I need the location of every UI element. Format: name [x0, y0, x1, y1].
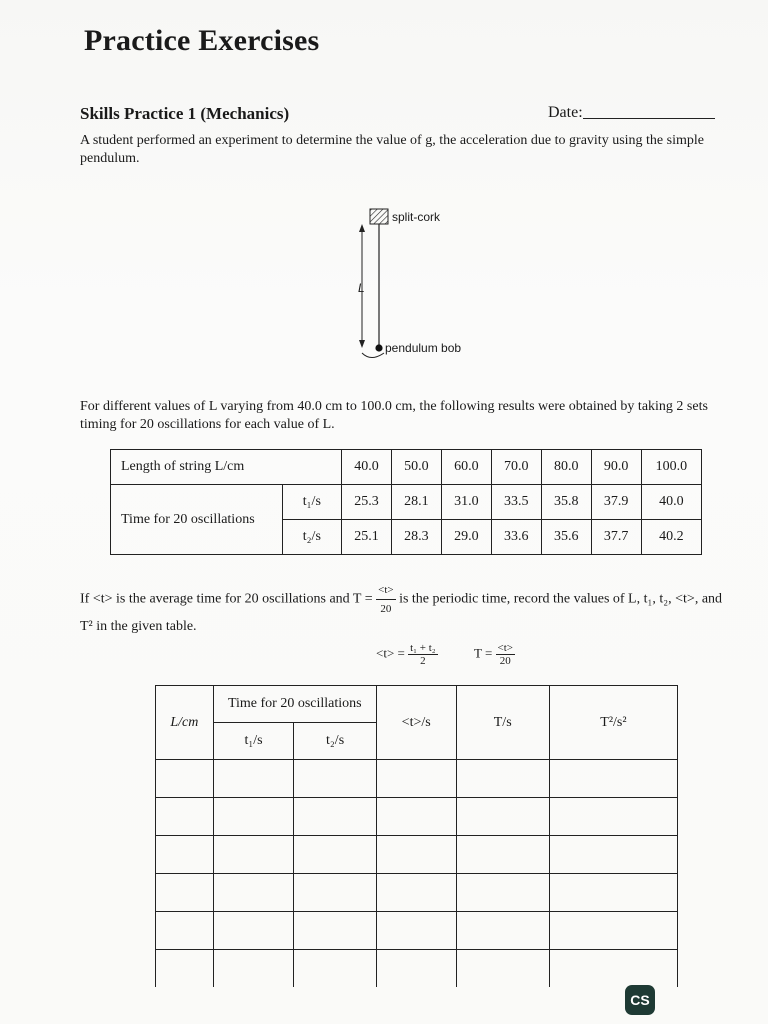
results-paragraph: For different values of L varying from 40.0 cm to 100.0 cm, the following results were obtained by taking 2 sets timing for 20 oscillations for each value of L.	[80, 399, 708, 432]
t1-label: t₁/s	[282, 485, 341, 520]
length-cell: 80.0	[541, 450, 591, 485]
inline-fraction-num: <t>	[376, 581, 395, 600]
date-line	[583, 118, 715, 119]
t1-row	[111, 485, 702, 520]
length-label: L	[358, 281, 365, 295]
date-label: Date:	[548, 104, 583, 121]
record-row	[156, 798, 678, 836]
record-cell[interactable]	[376, 874, 456, 912]
record-instructions	[80, 581, 725, 636]
average-formula	[376, 642, 438, 667]
record-cell[interactable]	[156, 798, 214, 836]
length-cell: 100.0	[641, 450, 701, 485]
record-cell[interactable]	[376, 912, 456, 950]
record-cell[interactable]	[156, 950, 214, 988]
record-cell[interactable]	[213, 912, 294, 950]
col-time-group-header: Time for 20 oscillations	[213, 686, 376, 723]
t1-cell: 40.0	[641, 485, 701, 520]
length-cell: 50.0	[391, 450, 441, 485]
record-cell[interactable]	[376, 760, 456, 798]
split-cork-shape	[370, 209, 388, 224]
t1-cell: 28.1	[391, 485, 441, 520]
col-L-header: L/cm	[156, 686, 214, 760]
record-cell[interactable]	[456, 912, 549, 950]
record-cell[interactable]	[156, 874, 214, 912]
average-fraction-num: t₁ + t₂	[410, 642, 436, 654]
t2-cell: 29.0	[441, 520, 491, 555]
record-cell[interactable]	[456, 798, 549, 836]
t2-cell: 33.6	[491, 520, 541, 555]
record-cell[interactable]	[156, 912, 214, 950]
t2-cell: 37.7	[591, 520, 641, 555]
cork-label: split-cork	[392, 210, 441, 224]
t2-label: t₂/s	[282, 520, 341, 555]
record-row	[156, 874, 678, 912]
record-cell[interactable]	[549, 760, 677, 798]
record-cell[interactable]	[456, 874, 549, 912]
average-fraction-den: 2	[420, 655, 426, 667]
record-cell[interactable]	[294, 760, 377, 798]
t1-cell: 37.9	[591, 485, 641, 520]
col-T2-header: T²/s²	[549, 686, 677, 760]
record-cell[interactable]	[294, 798, 377, 836]
record-cell[interactable]	[549, 912, 677, 950]
record-cell[interactable]	[156, 836, 214, 874]
inline-fraction-den: 20	[380, 603, 392, 615]
length-cell: 40.0	[342, 450, 392, 485]
t2-cell: 35.6	[541, 520, 591, 555]
period-fraction-den: 20	[499, 655, 511, 667]
record-cell[interactable]	[213, 836, 294, 874]
camscanner-logo-icon: CS	[625, 985, 655, 1015]
t1-cell: 35.8	[541, 485, 591, 520]
time-header: Time for 20 oscillations	[111, 485, 283, 555]
record-cell[interactable]	[213, 760, 294, 798]
results-table	[110, 449, 702, 555]
intro-paragraph: A student performed an experiment to determine the value of g, the acceleration due to gravity using the simple pendulum.	[80, 133, 704, 166]
t1-cell: 31.0	[441, 485, 491, 520]
record-row	[156, 950, 678, 988]
pendulum-bob	[375, 344, 382, 351]
record-row	[156, 760, 678, 798]
length-header: Length of string L/cm	[111, 450, 342, 485]
record-cell[interactable]	[549, 798, 677, 836]
record-cell[interactable]	[294, 874, 377, 912]
bob-label: pendulum bob	[385, 341, 462, 355]
col-T-header: T/s	[456, 686, 549, 760]
record-cell[interactable]	[376, 836, 456, 874]
t2-cell: 25.1	[342, 520, 392, 555]
length-cell: 60.0	[441, 450, 491, 485]
record-header-row-1	[156, 686, 678, 723]
record-cell[interactable]	[294, 836, 377, 874]
col-avg-header: <t>/s	[376, 686, 456, 760]
record-cell[interactable]	[213, 874, 294, 912]
length-row	[111, 450, 702, 485]
t2-cell: 40.2	[641, 520, 701, 555]
record-cell[interactable]	[456, 836, 549, 874]
record-cell[interactable]	[456, 760, 549, 798]
period-fraction	[496, 642, 515, 667]
inline-period-fraction	[376, 581, 395, 618]
pendulum-diagram	[340, 195, 500, 370]
record-cell[interactable]	[549, 836, 677, 874]
length-cell: 70.0	[491, 450, 541, 485]
record-table	[155, 685, 678, 987]
period-fraction-num: <t>	[497, 642, 514, 654]
record-cell[interactable]	[294, 912, 377, 950]
col-t2-header: t₂/s	[294, 723, 377, 760]
record-cell[interactable]	[294, 950, 377, 988]
t1-cell: 25.3	[342, 485, 392, 520]
record-cell[interactable]	[549, 950, 677, 988]
record-cell[interactable]	[376, 950, 456, 988]
col-t1-header: t₁/s	[213, 723, 294, 760]
record-cell[interactable]	[376, 798, 456, 836]
record-instructions-b: is the periodic time, record the values of L, t₁, t₂, <t>, and T² in the given table.	[80, 591, 723, 634]
period-formula	[474, 642, 515, 667]
record-cell[interactable]	[213, 798, 294, 836]
record-row	[156, 836, 678, 874]
t1-cell: 33.5	[491, 485, 541, 520]
record-cell[interactable]	[456, 950, 549, 988]
section-subtitle: Skills Practice 1 (Mechanics)	[80, 104, 290, 123]
record-row	[156, 912, 678, 950]
average-formula-lhs: <t> =	[376, 645, 405, 661]
length-arrow-bottom	[359, 340, 365, 348]
record-cell[interactable]	[213, 950, 294, 988]
average-fraction	[408, 642, 438, 667]
length-cell: 90.0	[591, 450, 641, 485]
record-instructions-a: If <t> is the average time for 20 oscillations and T =	[80, 591, 373, 607]
swing-arc	[362, 353, 384, 358]
record-cell[interactable]	[156, 760, 214, 798]
record-cell[interactable]	[549, 874, 677, 912]
page-title: Practice Exercises	[84, 24, 320, 57]
length-arrow-top	[359, 224, 365, 232]
t2-cell: 28.3	[391, 520, 441, 555]
period-formula-lhs: T =	[474, 645, 493, 661]
